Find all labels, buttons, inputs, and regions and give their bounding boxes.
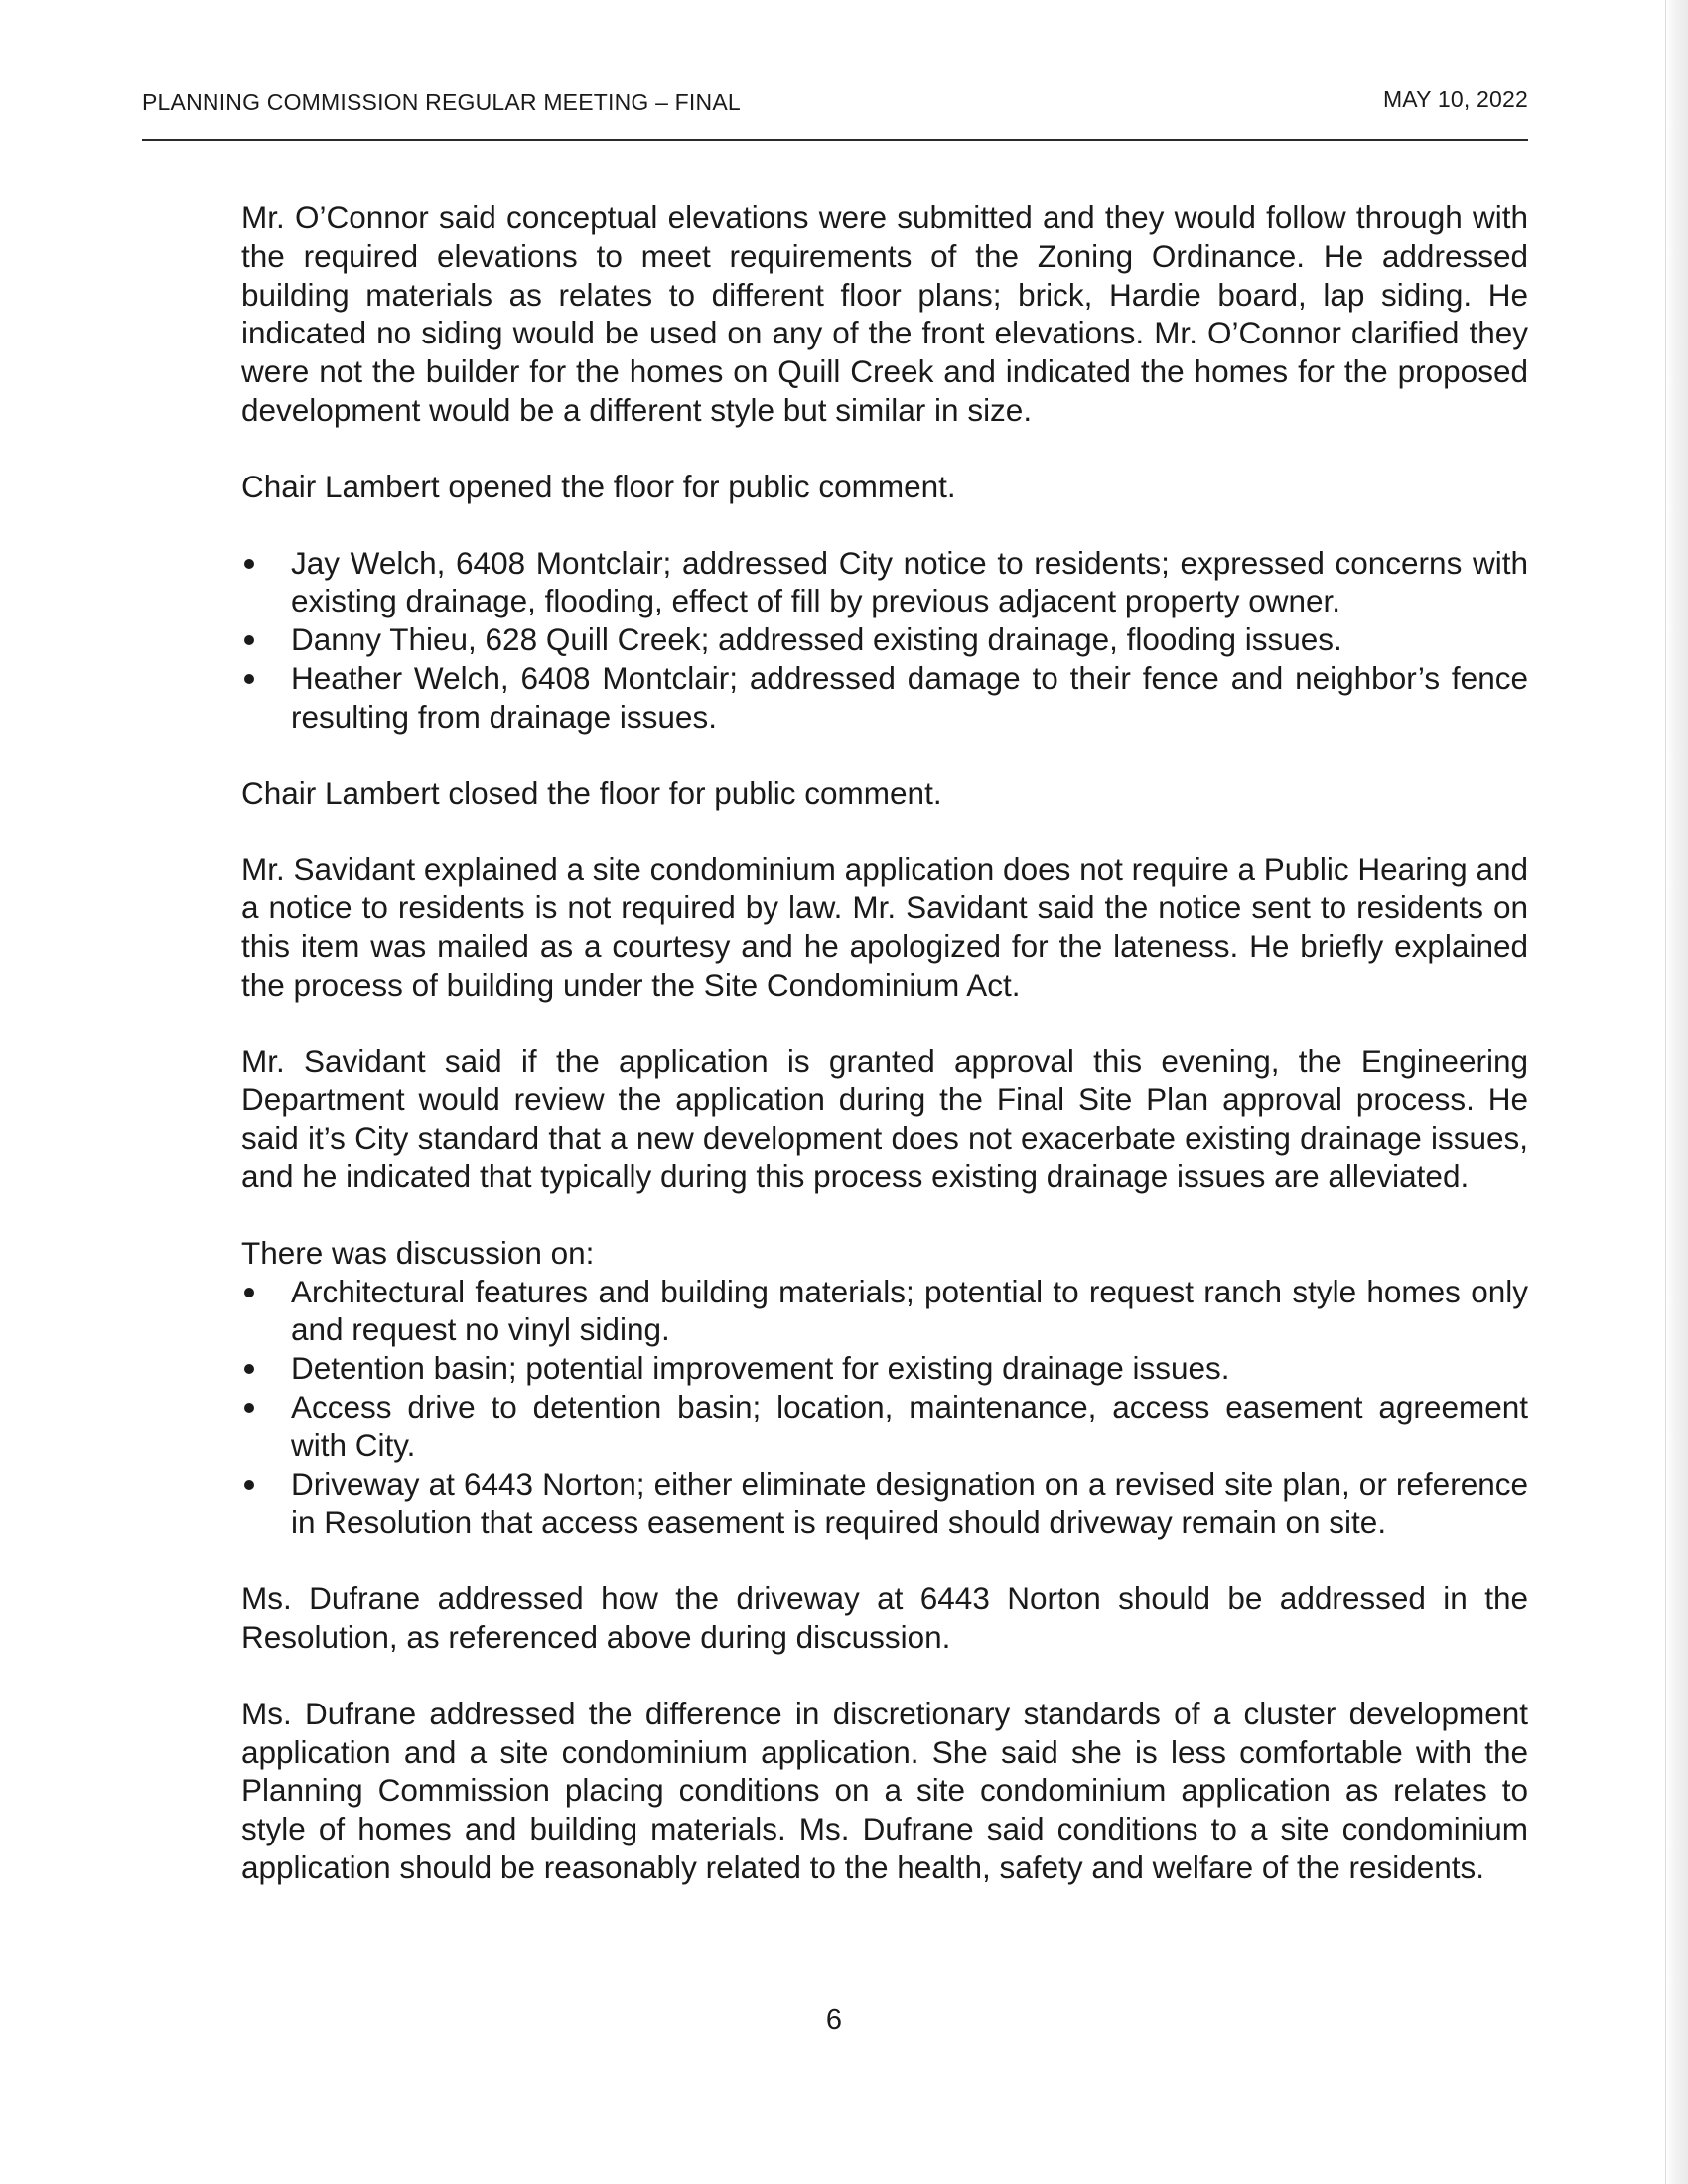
paragraph-savidant-engineering: Mr. Savidant said if the application is granted approval this evening, the Engineering Department would review the application during the Final Site Plan approval process. He said it’s City standard that a new development does not exacerbate existing drainage issues, and he indicated that typically during this process existing drainage issues are alleviated. [241, 1042, 1528, 1194]
list-item-text: Architectural features and building materials; potential to request ranch style homes only and request no vinyl siding. [291, 1273, 1528, 1348]
list-item [241, 1349, 1528, 1388]
list-item-text: Danny Thieu, 628 Quill Creek; addressed existing drainage, flooding issues. [291, 621, 1342, 658]
paragraph-dufrane-driveway: Ms. Dufrane addressed how the driveway at 6443 Norton should be addressed in the Resolution, as referenced above during discussion. [241, 1580, 1528, 1655]
paragraph-oconnor-elevations: Mr. O’Connor said conceptual elevations were submitted and they would follow through with the required elevations to meet requirements of the Zoning Ordinance. He addressed building materials as relates to different floor plans; brick, Hardie board, lap siding. He indicated no siding would be used on any of the front elevations. Mr. O’Connor clarified they were not the builder for the homes on Quill Creek and indicated the homes for the proposed development would be a different style but similar in size. [241, 200, 1528, 428]
scan-page-edge [1665, 0, 1688, 2184]
list-item [241, 1273, 1528, 1350]
paragraph-dufrane-standards: Ms. Dufrane addressed the difference in discretionary standards of a cluster development application and a site condominium application. She said she is less comfortable with the Planning Commission placing conditions on a site condominium application as relates to style of homes and building materials. Ms. Dufrane said conditions to a site condominium application should be reasonably related to the health, safety and welfare of the residents. [241, 1695, 1528, 1885]
list-item-text: Detention basin; potential improvement for existing drainage issues. [291, 1350, 1230, 1387]
paragraph-public-comment-open: Chair Lambert opened the floor for public comment. [241, 468, 956, 504]
page-number: 6 [825, 2004, 843, 2036]
list-item-text: Heather Welch, 6408 Montclair; addressed damage to their fence and neighbor’s fence resulting from drainage issues. [291, 659, 1528, 735]
bullet-icon [244, 1288, 254, 1297]
header-date: MAY 10, 2022 [1382, 86, 1528, 112]
list-item [241, 659, 1528, 737]
list-item-text: Driveway at 6443 Norton; either eliminate designation on a revised site plan, or reference in Resolution that access easement is required should driveway remain on site. [291, 1465, 1528, 1541]
bullet-icon [244, 559, 254, 569]
document-body [241, 199, 1528, 1925]
list-item [241, 620, 1528, 659]
page-header [142, 83, 1528, 141]
bullet-icon [244, 1480, 254, 1490]
public-comment-list [241, 544, 1528, 737]
paragraph-savidant-explanation: Mr. Savidant explained a site condominium application does not require a Public Hearing and a notice to residents is not required by law. Mr. Savidant said the notice sent to residents on this item was mailed as a courtesy and he apologized for the lateness. He briefly explained the process of building under the Site Condominium Act. [241, 851, 1528, 1003]
list-item [241, 544, 1528, 621]
list-item [241, 1388, 1528, 1465]
list-item-text: Access drive to detention basin; location, maintenance, access easement agreement with City. [291, 1388, 1528, 1463]
discussion-list [241, 1273, 1528, 1543]
bullet-icon [244, 1364, 254, 1374]
paragraph-discussion-intro: There was discussion on: [241, 1234, 595, 1271]
bullet-icon [244, 635, 254, 645]
header-title: PLANNING COMMISSION REGULAR MEETING – FINAL [142, 89, 741, 115]
bullet-icon [244, 674, 254, 684]
paragraph-public-comment-close: Chair Lambert closed the floor for public comment. [241, 774, 942, 811]
bullet-icon [244, 1403, 254, 1413]
list-item-text: Jay Welch, 6408 Montclair; addressed City notice to residents; expressed concerns with existing drainage, flooding, effect of fill by previous adjacent property owner. [291, 544, 1528, 619]
list-item [241, 1465, 1528, 1543]
